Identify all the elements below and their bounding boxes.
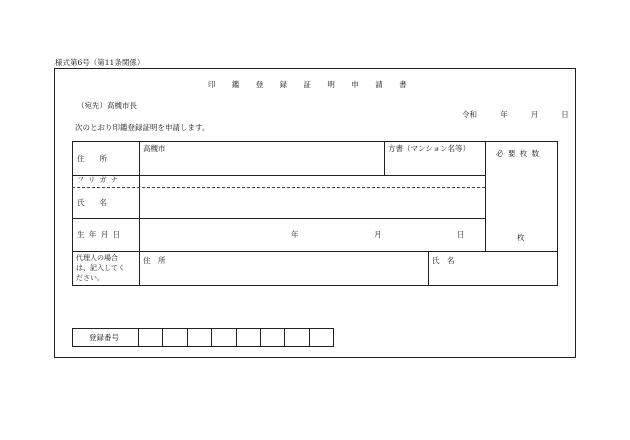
proxy-name-label: 氏 名 xyxy=(432,256,455,265)
furigana-label: フ リ ガ ナ xyxy=(77,176,119,184)
birth-month: 月 xyxy=(374,230,382,239)
address-label: 住 所 xyxy=(77,154,107,163)
address-field[interactable]: 高槻市 xyxy=(143,144,166,153)
copies-field[interactable] xyxy=(487,165,556,227)
name-label: 氏 名 xyxy=(77,198,107,207)
name-field[interactable] xyxy=(141,189,483,217)
birth-year: 年 xyxy=(291,230,299,239)
birth-date-field[interactable] xyxy=(141,220,483,249)
registration-digit-cell[interactable] xyxy=(284,328,309,347)
proxy-label-line-2: は、記入してく xyxy=(76,264,125,272)
date-year: 年 xyxy=(500,110,508,119)
proxy-label-line-3: ださい。 xyxy=(76,274,104,282)
registration-digit-cell[interactable] xyxy=(138,328,163,347)
registration-digit-cell[interactable] xyxy=(260,328,285,347)
date-line xyxy=(462,102,569,121)
addressee: （宛先）高槻市長 xyxy=(77,101,137,110)
registration-label: 登録番号 xyxy=(89,333,119,342)
date-era: 令和 xyxy=(462,110,477,119)
registration-digit-cell[interactable] xyxy=(236,328,261,347)
registration-digit-cell[interactable] xyxy=(162,328,187,347)
proxy-label-line-1: 代理人の場合 xyxy=(76,254,118,262)
intro-text: 次のとおり印鑑登録証明を申請します。 xyxy=(75,123,210,132)
proxy-address-field[interactable] xyxy=(141,266,426,284)
form-title: 印 鑑 登 録 証 明 申 請 書 xyxy=(208,80,407,89)
birth-day: 日 xyxy=(457,230,465,239)
birth-date-label: 生 年 月 日 xyxy=(77,230,122,239)
copies-label: 必 要 枚 数 xyxy=(496,149,541,158)
registration-digit-cell[interactable] xyxy=(309,328,334,347)
proxy-address-label: 住 所 xyxy=(143,256,166,265)
registration-digit-cell[interactable] xyxy=(187,328,212,347)
date-day: 日 xyxy=(561,110,569,119)
form-id: 様式第6号（第11条関係） xyxy=(55,58,145,67)
copies-unit: 枚 xyxy=(517,233,525,242)
date-month: 月 xyxy=(530,110,539,119)
proxy-name-field[interactable] xyxy=(430,266,556,284)
registration-digit-cell[interactable] xyxy=(211,328,236,347)
furigana-field[interactable] xyxy=(141,176,483,186)
apartment-field[interactable]: 方書（マンション名等） xyxy=(388,144,471,153)
